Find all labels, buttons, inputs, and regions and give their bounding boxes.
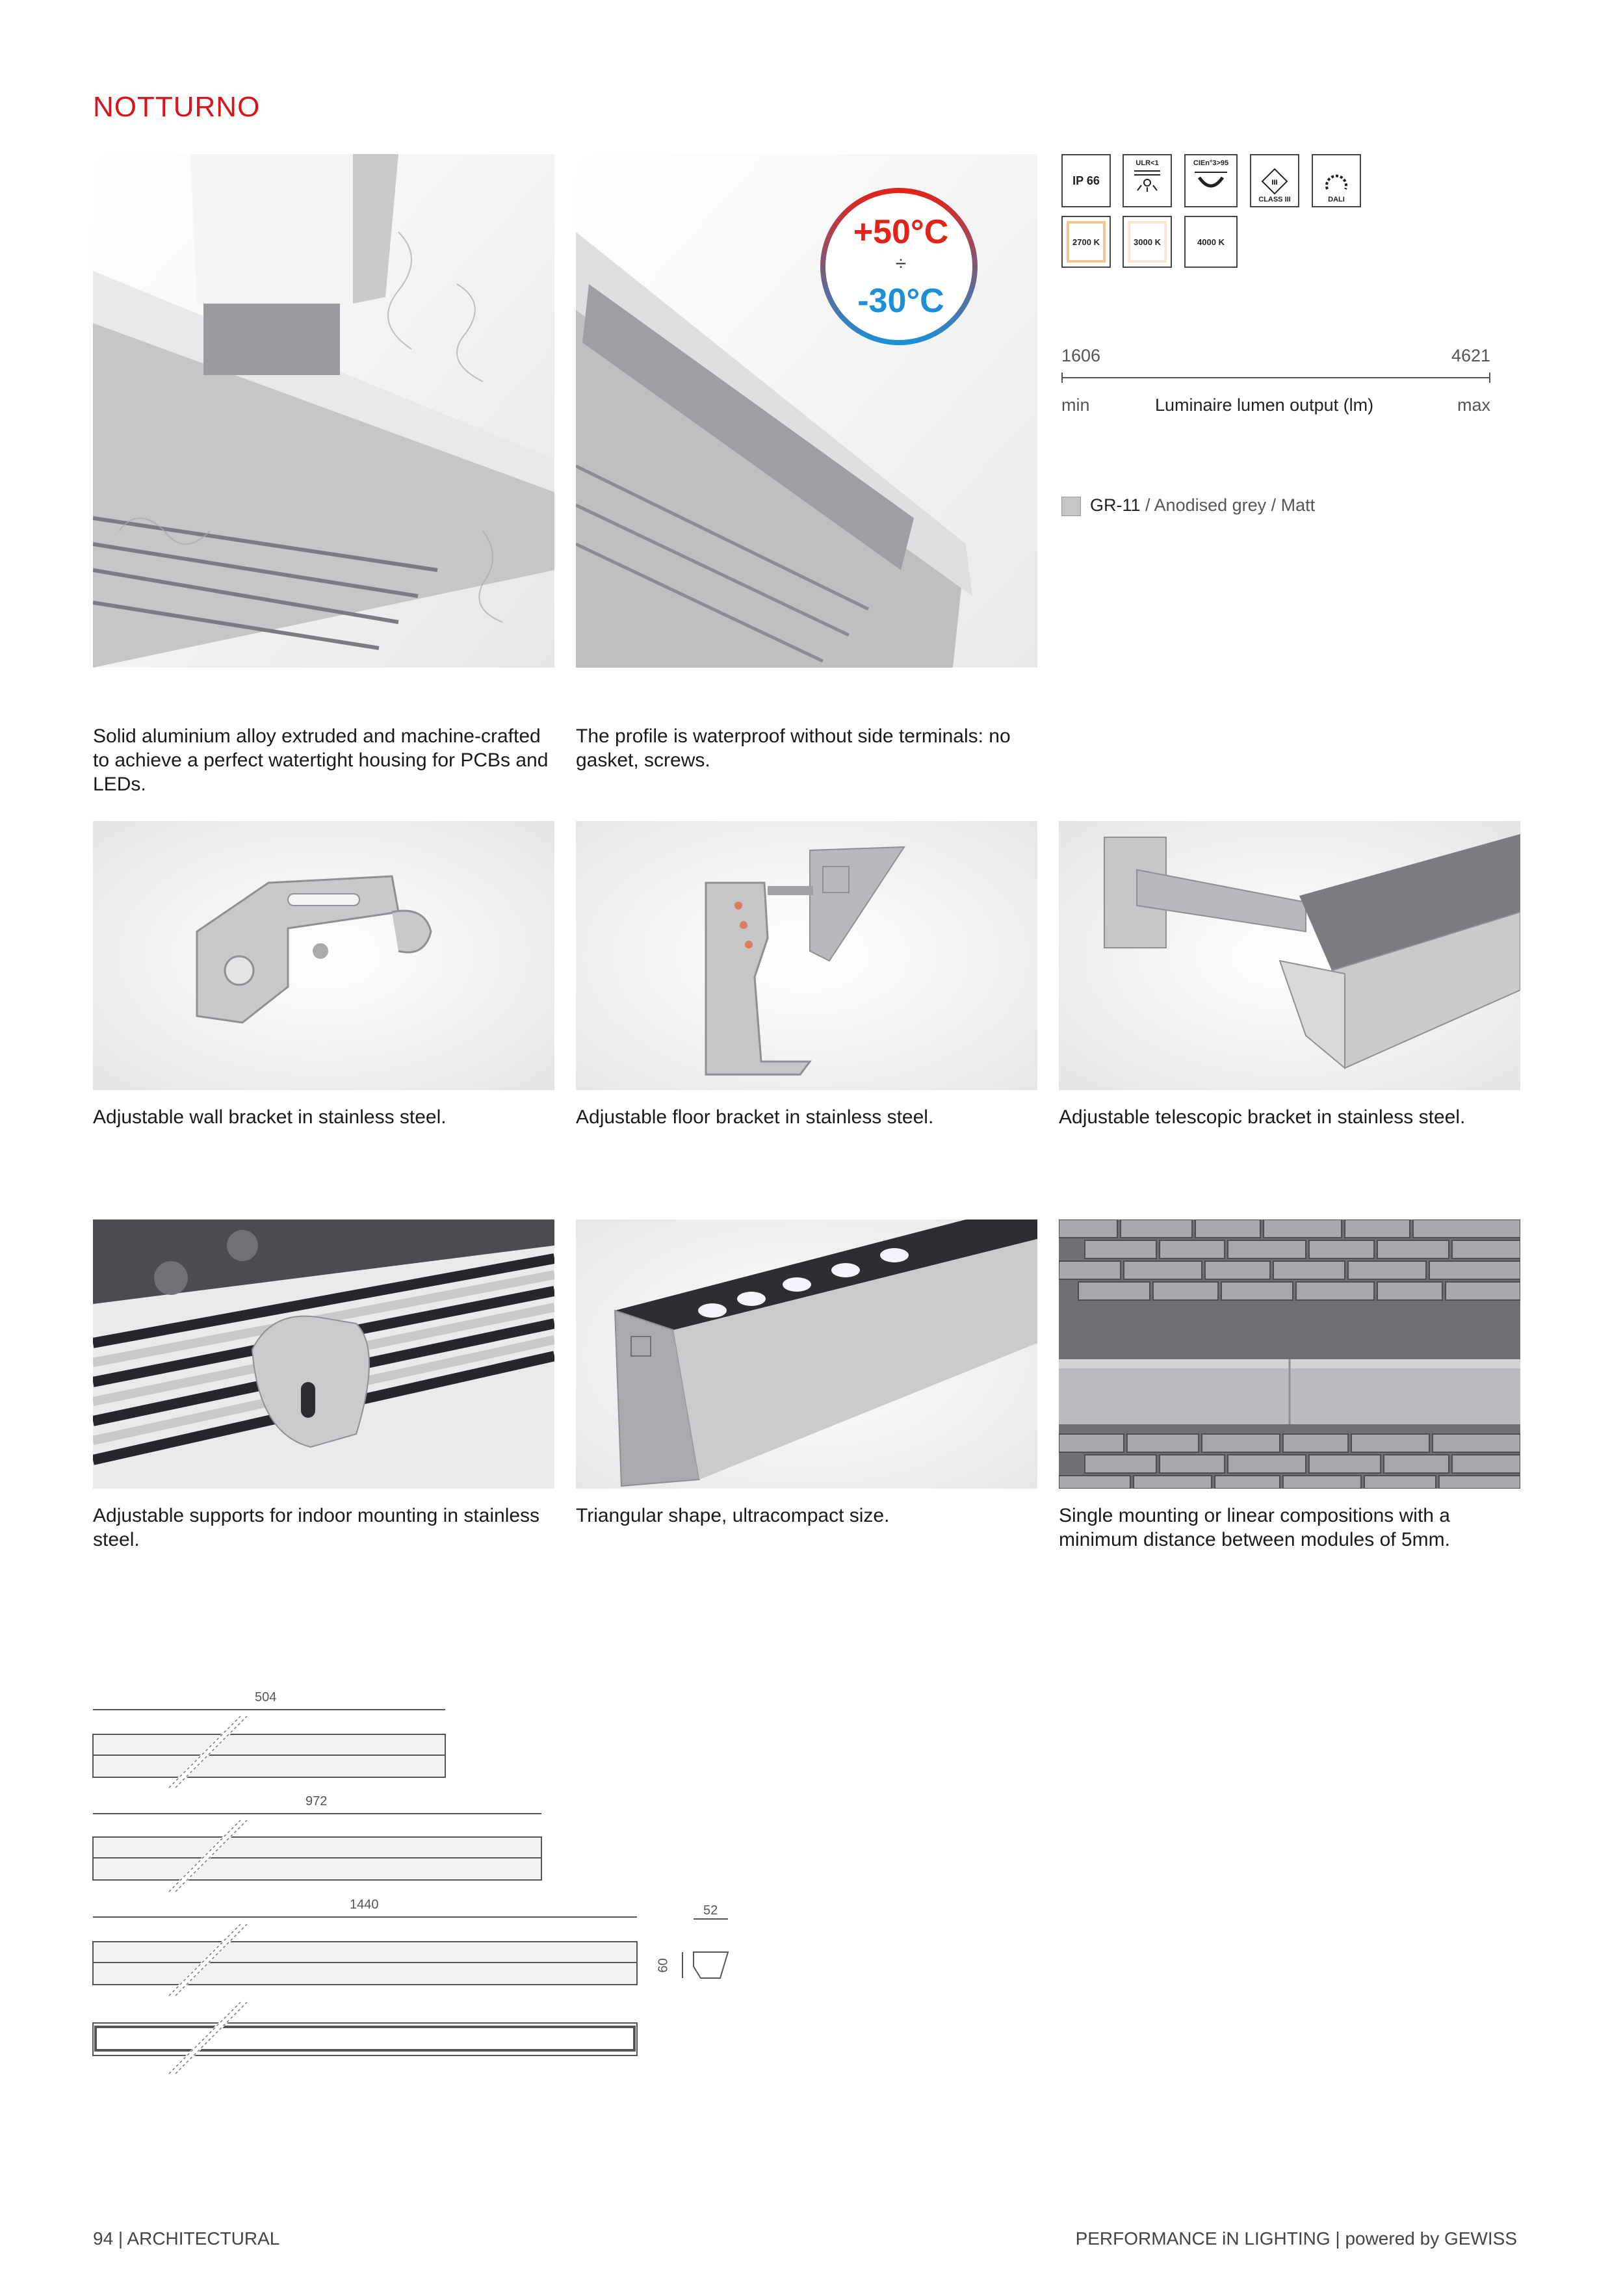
ulr-icon [1123, 154, 1172, 207]
temp-separator: ÷ [895, 253, 907, 274]
dali-label: DALI [1328, 196, 1345, 203]
temp-min: -30°C [857, 282, 944, 320]
dimension-drawing [84, 1690, 747, 2093]
finish-swatch [1061, 497, 1081, 516]
feature-caption-3: Adjustable wall bracket in stainless steel. [93, 1106, 447, 1128]
cct-2700-icon [1061, 216, 1111, 268]
length-972-label: 972 [305, 1794, 328, 1808]
linear-composition-photo [1059, 1220, 1520, 1489]
feature-caption-7: Triangular shape, ultracompact size. [576, 1505, 890, 1526]
ip66-icon [1061, 154, 1111, 207]
feature-caption-1: Solid aluminium alloy extruded and machine-crafted to achieve a perfect watertight housing for PCBs and LEDs. [93, 725, 549, 795]
telescopic-bracket-photo [1059, 821, 1520, 1090]
finish-code: GR-11 [1090, 495, 1141, 515]
feature-caption-5: Adjustable telescopic bracket in stainless steel. [1059, 1106, 1466, 1128]
cct-4000-icon [1184, 216, 1238, 268]
section-height-label: 60 [656, 1958, 671, 1973]
feature-caption-2: The profile is waterproof without side terminals: no gasket, screws. [576, 725, 1011, 771]
lumen-min-label: min [1061, 395, 1090, 415]
page-title: NOTTURNO [93, 91, 261, 123]
lumen-output-label: Luminaire lumen output (lm) [1155, 395, 1374, 415]
footer-page-section: 94 | ARCHITECTURAL [93, 2228, 280, 2249]
cct-3000-label: 3000 K [1134, 237, 1161, 247]
feature-caption-8: Single mounting or linear compositions with a minimum distance between modules of 5mm. [1059, 1505, 1450, 1550]
finish-text [1090, 495, 1315, 515]
floor-bracket-photo [576, 821, 1037, 1090]
lumen-min-value: 1606 [1061, 346, 1101, 365]
finish-description: / Anodised grey / Matt [1140, 495, 1316, 515]
cct-2700-label: 2700 K [1072, 237, 1100, 247]
feature-caption-6: Adjustable supports for indoor mounting in stainless steel. [93, 1505, 540, 1550]
cri-label: CIEn°3>95 [1193, 159, 1229, 167]
footer-brand: PERFORMANCE iN LIGHTING | powered by GEWISS [1075, 2228, 1517, 2249]
temp-max: +50°C [853, 213, 949, 251]
lumen-scale-line [1061, 377, 1490, 378]
feature-caption-4: Adjustable floor bracket in stainless steel. [576, 1106, 934, 1128]
length-1440-label: 1440 [350, 1898, 379, 1912]
ulr-label: ULR<1 [1136, 159, 1159, 167]
class-iii-icon [1250, 154, 1299, 207]
lumen-scale-tick-right [1489, 372, 1490, 383]
indoor-support-photo [93, 1220, 554, 1489]
triangular-profile-photo [576, 1220, 1037, 1489]
machining-photo [93, 154, 554, 668]
cct-3000-icon [1123, 216, 1172, 268]
wall-bracket-photo [93, 821, 554, 1090]
class-label: CLASS III [1258, 196, 1291, 203]
cri-icon [1184, 154, 1238, 207]
ip-rating-label: IP 66 [1072, 174, 1100, 187]
cct-4000-label: 4000 K [1197, 237, 1225, 247]
lumen-scale-tick-left [1061, 372, 1063, 383]
length-504-label: 504 [255, 1690, 277, 1704]
dali-icon [1312, 154, 1361, 207]
lumen-max-label: max [1457, 395, 1490, 415]
svg-text:III: III [1271, 179, 1278, 187]
lumen-max-value: 4621 [1451, 346, 1491, 365]
section-width-label: 52 [703, 1903, 718, 1918]
waterproof-profile-photo [576, 154, 1037, 668]
